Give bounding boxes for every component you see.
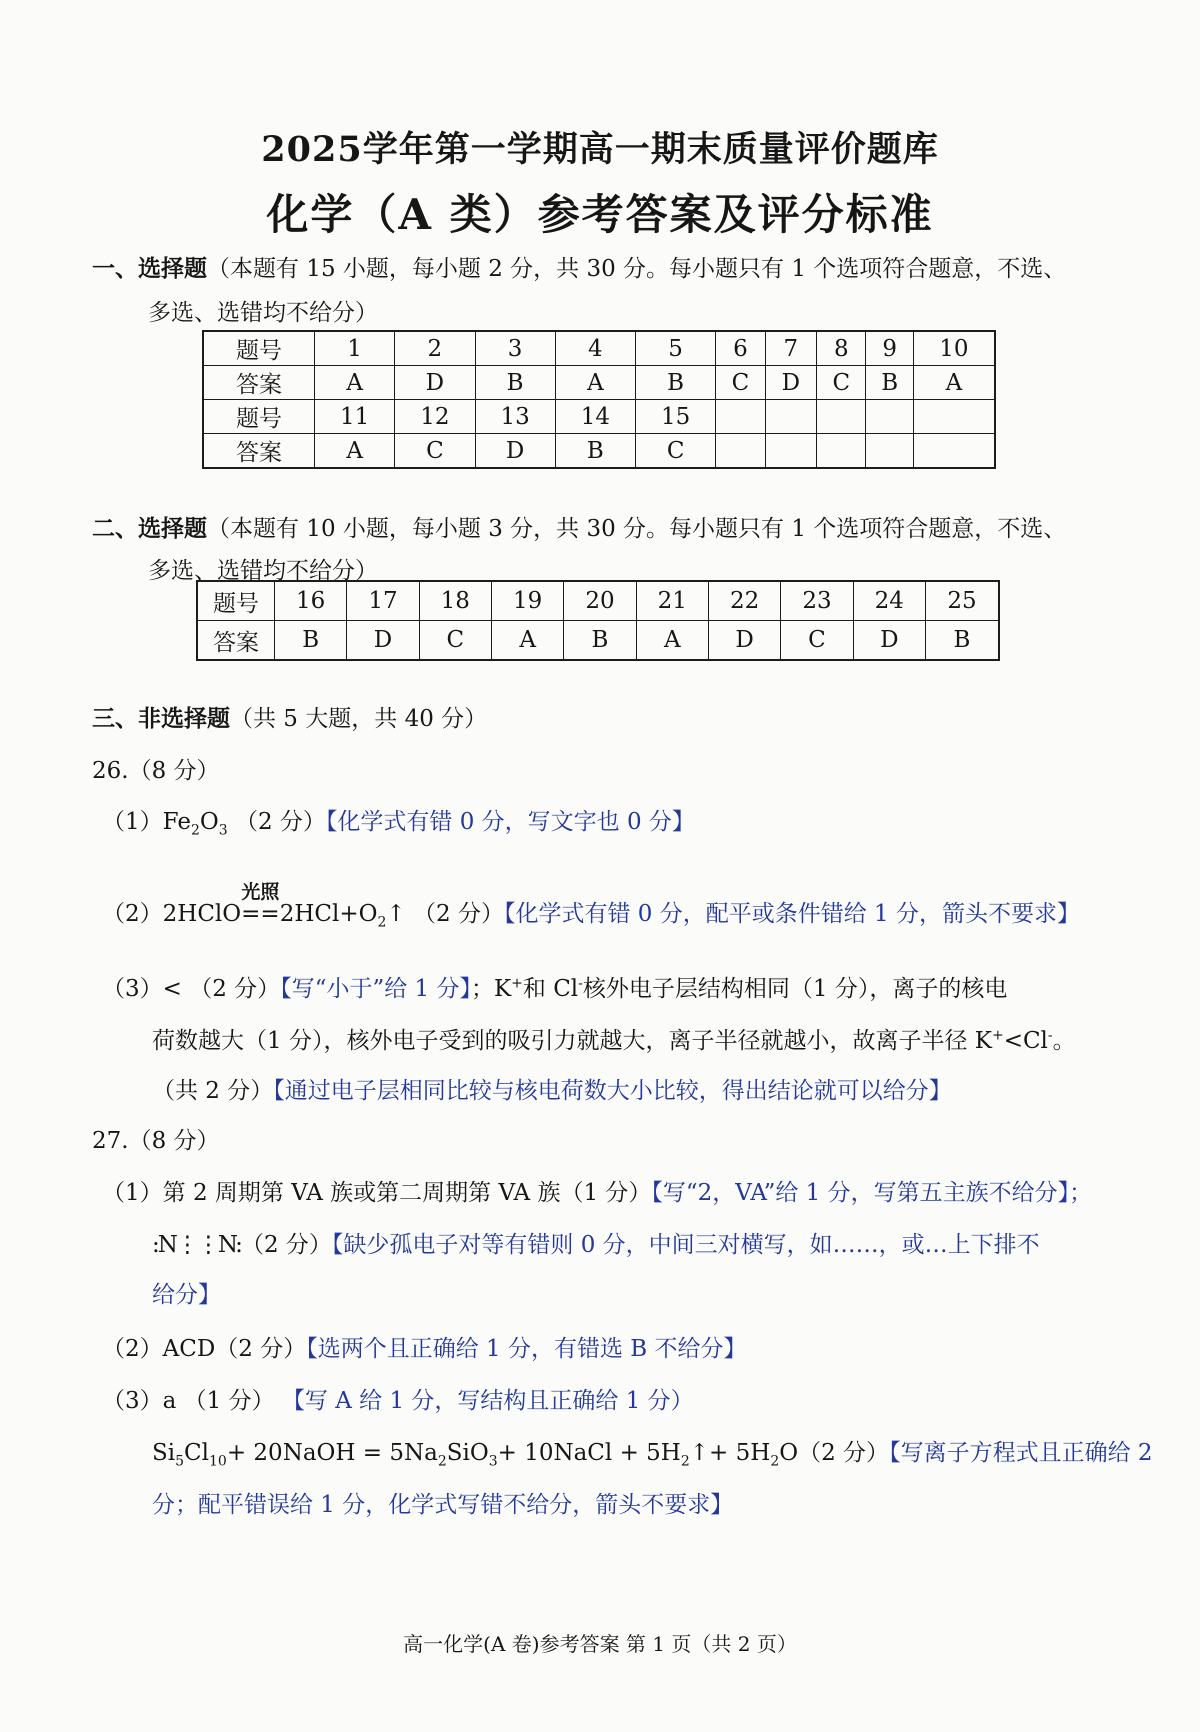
table-cell: 20 (564, 581, 636, 621)
q27-part2 (102, 1330, 747, 1363)
table-cell: 17 (347, 581, 419, 621)
q26-p3-symbol: < (162, 976, 182, 1002)
q26-p2-label: （2） (102, 901, 163, 927)
table-cell: 12 (395, 400, 475, 434)
table-cell (817, 434, 866, 469)
q27-p1-label: （1） (102, 1180, 163, 1206)
table-cell: D (708, 621, 780, 661)
table-cell: 13 (475, 400, 555, 434)
table-cell (866, 434, 913, 469)
table-cell: 4 (555, 331, 635, 366)
q26-p3-note: 【写“小于”给 1 分】 (280, 976, 471, 1002)
section2-desc-a: （本题有 10 小题，每小题 3 分，共 30 分。每小题只有 1 个选项符合题意，不选、 (207, 516, 1067, 542)
table-cell: C (716, 366, 765, 400)
section1-answer-table (202, 330, 996, 469)
table-row (203, 366, 995, 400)
table-cell: B (555, 434, 635, 469)
table-cell: C (395, 434, 475, 469)
q27-p1-note: 【写“2，VA”给 1 分，写第五主族不给分】； (651, 1180, 1093, 1206)
table-cell: 25 (925, 581, 999, 621)
table-cell: 8 (817, 331, 866, 366)
q26-header: 26.（8 分） (92, 758, 220, 784)
section3-desc: （共 5 大题，共 40 分） (230, 706, 488, 732)
section3-heading: 三、非选择题 (92, 705, 230, 732)
table-cell: 1 (315, 331, 395, 366)
q27-p2-text: ACD（2 分） (162, 1336, 307, 1362)
table-cell: 5 (636, 331, 716, 366)
table-cell: 16 (275, 581, 347, 621)
q27-p1-score: （2 分） (240, 1232, 332, 1258)
q27-part1-line1 (102, 1174, 1092, 1207)
q27-p1-note2: 【缺少孤电子对等有错则 0 分，中间三对横写，如……，或…上下排不 (331, 1232, 1040, 1258)
document-title: 2025学年第一学期高一期末质量评价题库 (261, 129, 939, 170)
table-cell: 7 (765, 331, 817, 366)
section1-heading-line (92, 250, 1066, 283)
table-cell: 18 (419, 581, 491, 621)
q27-p3-equation: $Si_5Cl_{10}+$ 20NaOH = $5Na_2SiO_3+$ 10NaCl + $5H_2↑+ 5H_2O(2$ 分）【写离子方程式且正确给 2 (152, 1440, 1153, 1470)
section2-heading: 二、选择题 (92, 515, 207, 542)
table-cell: A (913, 366, 995, 400)
row-header-cell: 答案 (203, 366, 315, 400)
q26-part3-line1: （3）< （2 分）【写“小于”给 1 分】；K+和 Cl-核外电子层结构相同（1 分），离子的核电 (102, 975, 1008, 1002)
table-cell: C (636, 434, 716, 469)
table-cell: B (475, 366, 555, 400)
table-cell: D (765, 366, 817, 400)
section1-heading: 一、选择题 (92, 255, 207, 282)
table-row (203, 331, 995, 366)
section2-answer-table (196, 580, 1000, 661)
table-cell: 15 (636, 400, 716, 434)
document-subtitle: 化学（A 类）参考答案及评分标准 (266, 190, 934, 239)
table-cell (765, 400, 817, 434)
table-cell: B (275, 621, 347, 661)
table-cell: 3 (475, 331, 555, 366)
q26-p2-note: 【化学式有错 0 分，配平或条件错给 1 分，箭头不要求】 (503, 901, 1080, 927)
q27-p3-note3: 分；配平错误给 1 分，化学式写错不给分，箭头不要求】 (152, 1492, 734, 1518)
section2-heading-line (92, 510, 1066, 543)
table-cell (716, 400, 765, 434)
page-footer: 高一化学(A 卷)参考答案 第 1 页（共 2 页） (403, 1632, 797, 1656)
q27-part1-line2 (152, 1226, 1040, 1259)
table-cell: D (395, 366, 475, 400)
q26-part3-line2: 荷数越大（1 分），核外电子受到的吸引力就越大，离子半径就越小，故离子半径 K+<Cl-。 (152, 1027, 1076, 1054)
q27-p2-note: 【选两个且正确给 1 分，有错选 B 不给分】 (306, 1336, 747, 1362)
table-cell: B (866, 366, 913, 400)
q27-p3-label: （3） (102, 1388, 163, 1414)
table-cell: 21 (636, 581, 708, 621)
table-cell: 14 (555, 400, 635, 434)
table-cell (866, 400, 913, 434)
table-cell: B (925, 621, 999, 661)
q26-p1-score: （2 分） (234, 809, 326, 835)
table-cell: A (491, 621, 563, 661)
table-cell: 9 (866, 331, 913, 366)
table-cell: 19 (491, 581, 563, 621)
q27-p2-label: （2） (102, 1336, 163, 1362)
table-cell (817, 400, 866, 434)
table-cell: 22 (708, 581, 780, 621)
table-cell: 2 (395, 331, 475, 366)
q26-p3-label: （3） (102, 976, 163, 1002)
q26-p2-score: （2 分） (413, 901, 504, 927)
q27-p3-text: a （1 分） (162, 1388, 275, 1414)
q27-p3-note2: 【写离子方程式且正确给 2 (889, 1440, 1153, 1466)
table-row (197, 621, 999, 661)
table-cell: C (781, 621, 853, 661)
q26-p3-line3-note: 【通过电子层相同比较与核电荷数大小比较，得出结论就可以给分】 (273, 1078, 952, 1104)
q26-p1-label: （1） (102, 809, 163, 835)
table-cell: B (564, 621, 636, 661)
section3-heading-line (92, 700, 487, 733)
table-row (197, 581, 999, 621)
row-header-cell: 答案 (197, 621, 275, 661)
table-cell: 11 (315, 400, 395, 434)
row-header-cell: 题号 (197, 581, 275, 621)
table-cell: A (555, 366, 635, 400)
table-cell (716, 434, 765, 469)
table-cell: 10 (913, 331, 995, 366)
table-cell (765, 434, 817, 469)
q27-part3 (102, 1382, 694, 1415)
table-cell: D (475, 434, 555, 469)
table-cell: A (315, 434, 395, 469)
table-row (203, 400, 995, 434)
table-cell: B (636, 366, 716, 400)
q27-p1-text: 第 2 周期第 VA 族或第二周期第 VA 族（1 分） (162, 1180, 652, 1206)
row-header-cell: 答案 (203, 434, 315, 469)
table-cell: 6 (716, 331, 765, 366)
q26-p1-note: 【化学式有错 0 分，写文字也 0 分】 (325, 809, 695, 835)
table-row (203, 434, 995, 469)
table-cell: A (315, 366, 395, 400)
table-cell: D (347, 621, 419, 661)
table-cell (913, 400, 995, 434)
q26-p1-formula: $Fe_2O_3$ (162, 809, 228, 839)
gas-arrow-icon: ↑ (386, 901, 406, 927)
section1-desc-a: （本题有 15 小题，每小题 2 分，共 30 分。每小题只有 1 个选项符合题意，不选、 (207, 256, 1067, 282)
q27-p1-note3: 给分】 (152, 1282, 221, 1308)
table-cell: 23 (781, 581, 853, 621)
section1-desc-b: 多选、选错均不给分） (148, 300, 378, 326)
table-cell (913, 434, 995, 469)
reaction-condition: 光照 (241, 881, 280, 903)
q26-part2 (102, 881, 1080, 931)
row-header-cell: 题号 (203, 400, 315, 434)
q26-part1 (102, 803, 695, 839)
nitrogen-lewis-structure: :N⋮⋮N: (152, 1232, 241, 1258)
section2-desc-b: 多选、选错均不给分） (148, 558, 378, 584)
table-cell: A (636, 621, 708, 661)
q26-part3-line3: （共 2 分）【通过电子层相同比较与核电荷数大小比较，得出结论就可以给分】 (152, 1078, 952, 1104)
q27-p3-note: 【写 A 给 1 分，写结构且正确给 1 分） (281, 1388, 694, 1414)
row-header-cell: 题号 (203, 331, 315, 366)
table-cell: 24 (853, 581, 925, 621)
q26-p3-score: （2 分） (189, 976, 281, 1002)
q27-header: 27.（8 分） (92, 1128, 220, 1154)
table-cell: D (853, 621, 925, 661)
table-cell: C (817, 366, 866, 400)
q26-p2-equation: 2HClO 光照 $==2HCl+O_2↑$ (163, 901, 406, 927)
table-cell: C (419, 621, 491, 661)
